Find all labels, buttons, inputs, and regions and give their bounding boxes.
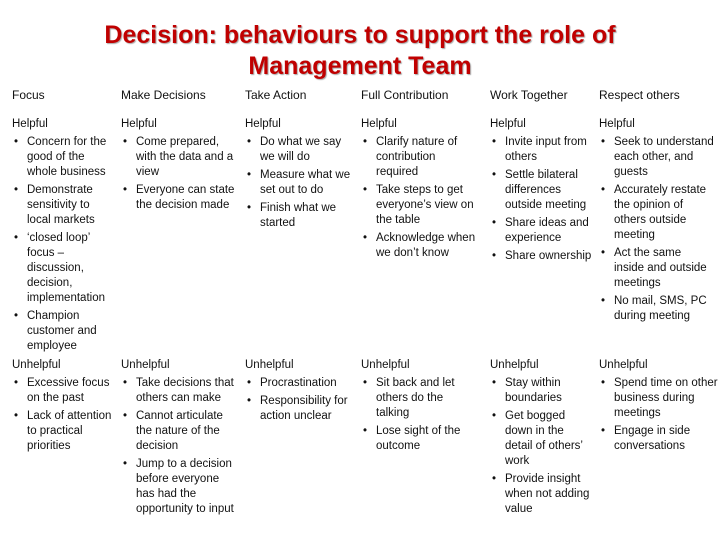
list-item: • Provide insight when not adding value (505, 472, 590, 517)
list-item: • Do what we say we will do (260, 135, 357, 165)
list-item: • Champion customer and employee (27, 309, 112, 354)
title-line-2: Management Team (248, 52, 472, 80)
make-decisions-helpful (121, 117, 241, 216)
work-together-helpful (490, 117, 596, 267)
list-item: • Cannot articulate the nature of the decision (136, 409, 239, 454)
list-item: • Finish what we started (260, 201, 357, 231)
list-item: • Demonstrate sensitivity to local markets (27, 183, 112, 228)
list-item: • Responsibility for action unclear (260, 394, 357, 424)
focus-helpful (12, 117, 112, 357)
respect-others-helpful (599, 117, 714, 327)
list-item: • Share ownership (505, 249, 596, 264)
list-item: • Act the same inside and outside meetings (614, 246, 714, 291)
list-item: • Clarify nature of contribution required (376, 135, 477, 180)
header-respect-others: Respect others (599, 88, 680, 102)
full-contribution-unhelpful (361, 358, 473, 457)
header-take-action: Take Action (245, 88, 307, 102)
respect-others-unhelpful (599, 358, 718, 457)
list-item: • Measure what we set out to do (260, 168, 357, 198)
title-line-1: Decision: behaviours to support the role of (104, 21, 616, 49)
list-item: • Everyone can state the decision made (136, 183, 241, 213)
list-item: • Take steps to get everyone’s view on the table (376, 183, 477, 228)
unhelpful-label: Unhelpful (599, 359, 648, 371)
helpful-label: Helpful (361, 118, 397, 130)
unhelpful-label: Unhelpful (245, 359, 294, 371)
focus-unhelpful (12, 358, 112, 457)
unhelpful-label: Unhelpful (490, 359, 539, 371)
list-item: • No mail, SMS, PC during meeting (614, 294, 714, 324)
list-item: • Engage in side conversations (614, 424, 718, 454)
list-item: • Lose sight of the outcome (376, 424, 473, 454)
list-item: • Jump to a decision before everyone has had the opportunity to input (136, 457, 239, 517)
unhelpful-label: Unhelpful (12, 359, 61, 371)
list-item: • Procrastination (260, 376, 357, 391)
helpful-label: Helpful (490, 118, 526, 130)
list-item: • Accurately restate the opinion of others outside meeting (614, 183, 714, 243)
list-item: • Concern for the good of the whole business (27, 135, 112, 180)
make-decisions-unhelpful (121, 358, 239, 520)
take-action-unhelpful (245, 358, 357, 427)
take-action-helpful (245, 117, 357, 234)
list-item: • Seek to understand each other, and guests (614, 135, 714, 180)
list-item: • Settle bilateral differences outside meeting (505, 168, 596, 213)
helpful-label: Helpful (245, 118, 281, 130)
list-item: • Spend time on other business during meetings (614, 376, 718, 421)
helpful-label: Helpful (599, 118, 635, 130)
list-item: • Lack of attention to practical priorities (27, 409, 112, 454)
header-work-together: Work Together (490, 88, 568, 102)
list-item: • Invite input from others (505, 135, 596, 165)
list-item: • ‘closed loop’ focus – discussion, decision, implementation (27, 231, 112, 306)
list-item: • Stay within boundaries (505, 376, 590, 406)
work-together-unhelpful (490, 358, 590, 520)
page-title (0, 20, 720, 82)
list-item: • Take decisions that others can make (136, 376, 239, 406)
list-item: • Get bogged down in the detail of others’ work (505, 409, 590, 469)
list-item: • Acknowledge when we don’t know (376, 231, 477, 261)
helpful-label: Helpful (12, 118, 48, 130)
helpful-label: Helpful (121, 118, 157, 130)
full-contribution-helpful (361, 117, 477, 264)
header-full-contribution: Full Contribution (361, 88, 449, 102)
list-item: • Come prepared, with the data and a view (136, 135, 241, 180)
list-item: • Excessive focus on the past (27, 376, 112, 406)
unhelpful-label: Unhelpful (121, 359, 170, 371)
list-item: • Share ideas and experience (505, 216, 596, 246)
list-item: • Sit back and let others do the talking (376, 376, 473, 421)
header-focus: Focus (12, 88, 45, 102)
unhelpful-label: Unhelpful (361, 359, 410, 371)
header-make-decisions: Make Decisions (121, 88, 206, 102)
